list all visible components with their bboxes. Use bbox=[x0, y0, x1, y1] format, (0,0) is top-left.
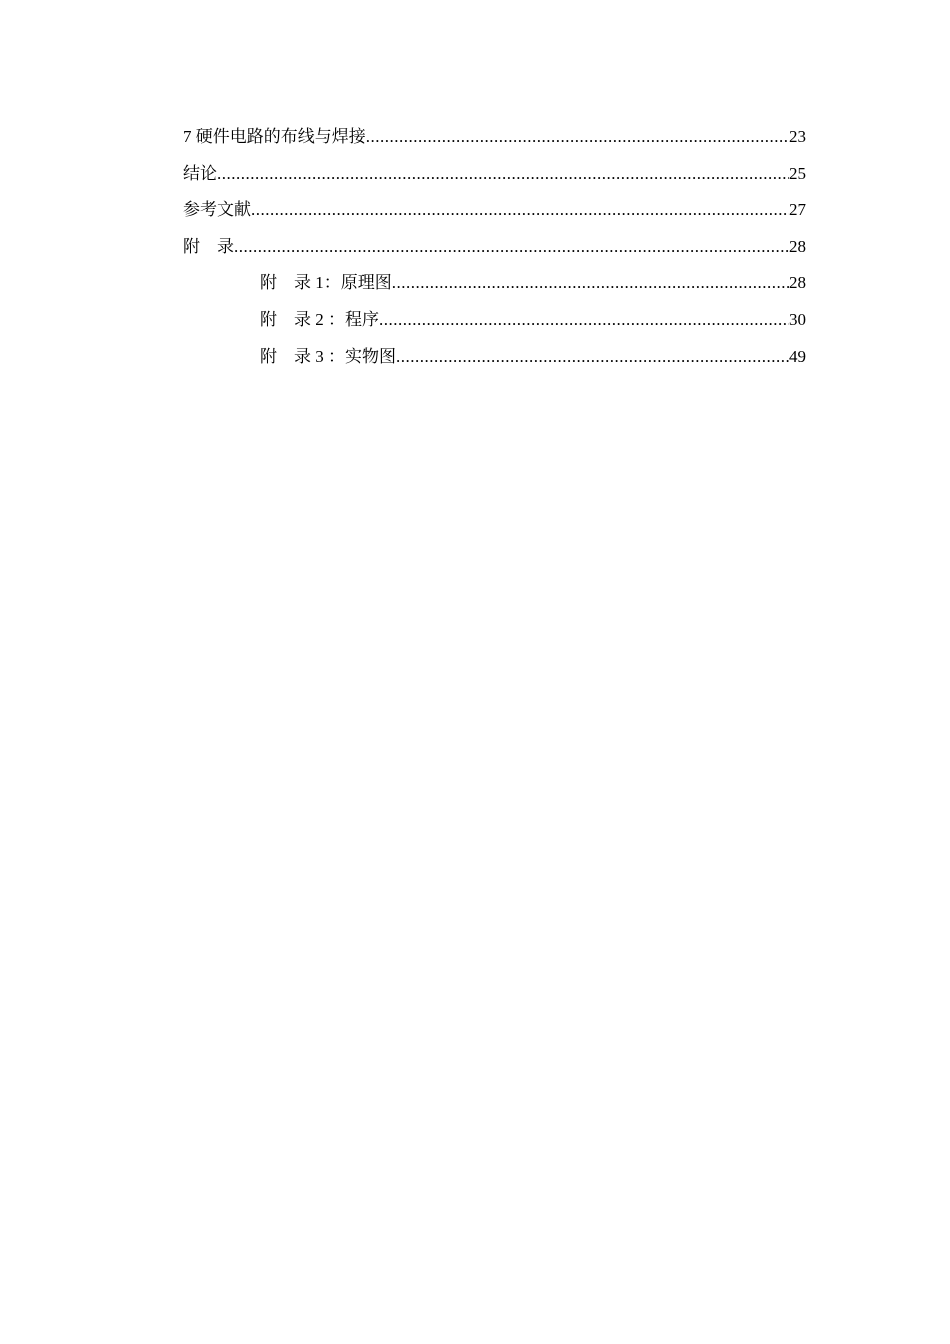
toc-dot-leader bbox=[379, 307, 789, 333]
toc-entry-page: 28 bbox=[789, 273, 806, 293]
toc-entry[interactable] bbox=[183, 161, 806, 198]
toc-dot-leader bbox=[366, 124, 789, 150]
toc-entry-title: 7 硬件电路的布线与焊接 bbox=[183, 127, 366, 146]
toc-subentry[interactable] bbox=[183, 344, 806, 381]
toc-dot-leader bbox=[396, 344, 789, 370]
toc-entry[interactable] bbox=[183, 234, 806, 271]
toc-entry-page: 23 bbox=[789, 127, 806, 146]
toc-entry-title: 附 录 1：原理图 bbox=[260, 273, 392, 293]
toc-entry-title: 附 录 bbox=[183, 236, 234, 256]
toc-entry-page: 25 bbox=[789, 163, 806, 183]
toc-entry-title: 结论 bbox=[183, 163, 217, 183]
toc-entry-page: 27 bbox=[789, 200, 806, 220]
toc-entry-page: 30 bbox=[789, 309, 806, 329]
toc-subentry[interactable] bbox=[183, 270, 806, 307]
toc-dot-leader bbox=[217, 161, 789, 187]
toc-entry-page: 49 bbox=[789, 346, 806, 366]
toc-entry[interactable] bbox=[183, 124, 806, 161]
toc-entry[interactable] bbox=[183, 197, 806, 234]
toc-entry-title: 附 录 3 ：实物图 bbox=[260, 346, 396, 366]
toc-entry-title: 参考文献 bbox=[183, 200, 251, 220]
toc-entry-page: 28 bbox=[789, 236, 806, 256]
toc-dot-leader bbox=[392, 270, 789, 296]
toc-entry-title: 附 录 2 ：程序 bbox=[260, 309, 379, 329]
toc-dot-leader bbox=[234, 234, 789, 260]
toc-dot-leader bbox=[251, 197, 789, 223]
toc-subentry[interactable] bbox=[183, 307, 806, 344]
table-of-contents bbox=[183, 124, 806, 380]
